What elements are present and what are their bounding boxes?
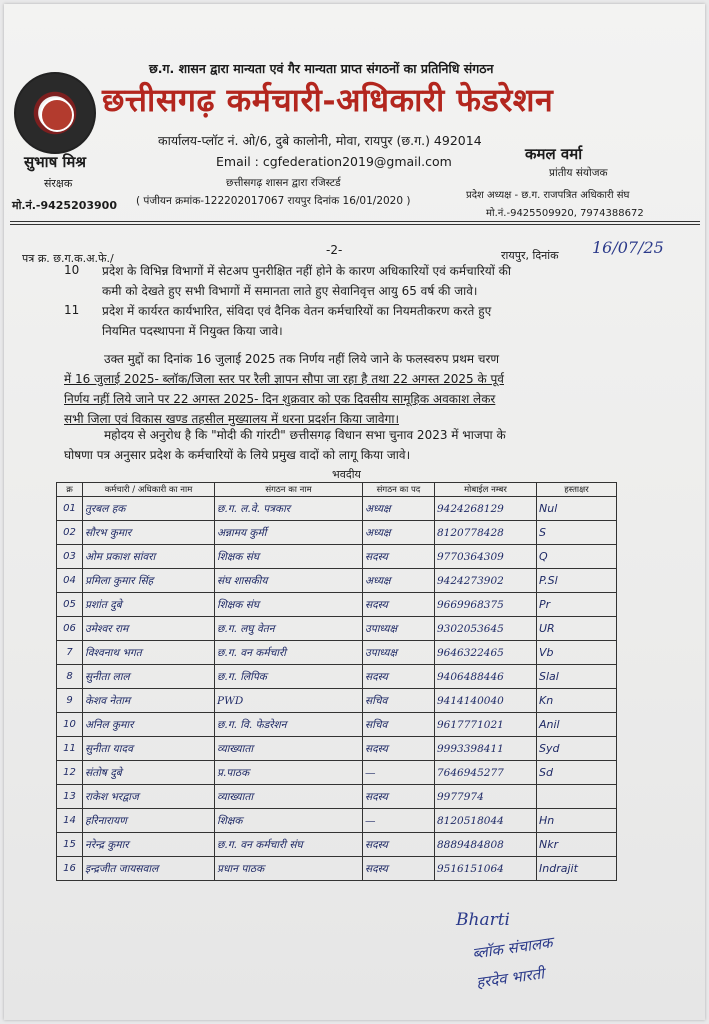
convenor-org: प्रदेश अध्यक्ष - छ.ग. राजपत्रित अधिकारी संघ xyxy=(466,190,630,201)
table-row: 06 उमेश्वर राम छ.ग. लघु वेतन उपाध्यक्ष 9302053645 UR xyxy=(57,617,617,641)
convenor-role: प्रांतीय संयोजक xyxy=(549,167,608,179)
table-row: 16 इन्द्रजीत जायसवाल प्रधान पाठक सदस्य 9516151064 Indrajit xyxy=(57,857,617,881)
table-row: 04 प्रमिला कुमार सिंह संघ शासकीय अध्यक्ष 9424273902 P.Sl xyxy=(57,569,617,593)
closing-yours: भवदीय xyxy=(332,468,361,481)
place-date-label: रायपुर, दिनांक xyxy=(501,249,559,262)
patron-mobile: मो.नं.-9425203900 xyxy=(12,199,117,212)
letterhead-tagline: छ.ग. शासन द्वारा मान्यता एवं गैर मान्यता प्राप्त संगठनों का प्रतिनिधि संगठन xyxy=(149,61,494,76)
col-header-post: संगठन का पद xyxy=(363,483,435,497)
letterhead-address: कार्यालय-प्लॉट नं. ओ/6, दुबे कालोनी, मोवा, रायपुर (छ.ग.) 492014 xyxy=(158,133,482,148)
protest-paragraph: उक्त मुद्दों का दिनांक 16 जुलाई 2025 तक निर्णय नहीं लिये जाने के फलस्वरुप प्रथम चरण में 16 जुलाई 2025- ब्लॉक/जिला स्तर पर रैली ज्ञापन सौपा जा रहा है तथा 22 अगस्त 2025 के पूर्व निर्णय नहीं लिये जाने पर 22 अगस्त 2025- दिन शुक्रवार को एक दिवसीय सामूहिक अवकाश लेकर सभी जिला एवं विकास खण्ड तहसील मुख्यालय में धरना प्रदर्शन किया जावेगा। xyxy=(64,352,504,426)
table-row: 11 सुनीता यादव व्याख्याता सदस्य 9993398411 Syd xyxy=(57,737,617,761)
patron-role: संरक्षक xyxy=(44,177,73,190)
table-row: 10 अनिल कुमार छ.ग. वि. फेडरेशन सचिव 9617771021 Anil xyxy=(57,713,617,737)
closing-signature-title: ब्लॉक संचालक xyxy=(471,933,554,963)
table-row: 15 नरेन्द्र कुमार छ.ग. वन कर्मचारी संघ सदस्य 8889484808 Nkr xyxy=(57,833,617,857)
request-paragraph: महोदय से अनुरोध है कि "मोदी की गांरटी" छत्तीसगढ़ विधान सभा चुनाव 2023 में भाजपा के घोषणा पत्र अनुसार प्रदेश के कर्मचारियों के लिये प्रमुख वादों को लागू किया जावे। xyxy=(64,428,506,462)
table-row: 9 केशव नेताम PWD सचिव 9414140040 Kn xyxy=(57,689,617,713)
table-row: 05 प्रशांत दुबे शिक्षक संघ सदस्य 9669968375 Pr xyxy=(57,593,617,617)
closing-signature-person: हरदेव भारती xyxy=(475,964,546,992)
table-row: 8 सुनीता लाल छ.ग. लिपिक सदस्य 9406488446 Slal xyxy=(57,665,617,689)
item-10-number: 10 xyxy=(64,263,80,277)
table-row: 01 तुरबल हक छ.ग. ल.वे. पत्रकार अध्यक्ष 9424268129 Nul xyxy=(57,497,617,521)
letterhead-registered: छत्तीसगढ़ शासन द्वारा रजिस्टर्ड xyxy=(226,177,341,189)
closing-signature: Bharti xyxy=(456,910,510,930)
letterhead-email: Email : cgfederation2019@gmail.com xyxy=(216,154,452,169)
table-header-row xyxy=(57,483,617,497)
table-row: 03 ओम प्रकाश सांवरा शिक्षक संघ सदस्य 9770364309 Q xyxy=(57,545,617,569)
col-header-signature: हस्ताक्षर xyxy=(537,483,617,497)
table-row: 02 सौरभ कुमार अन्नामय कुर्मी अध्यक्ष 8120778428 S xyxy=(57,521,617,545)
col-header-sno: क्र xyxy=(57,483,83,497)
letterhead-registration: ( पंजीयन क्रमांक-122202017067 रायपुर दिनांक 16/01/2020 ) xyxy=(136,195,411,207)
handwritten-date: 16/07/25 xyxy=(592,238,664,257)
convenor-mobile: मो.नं.-9425509920, 7974388672 xyxy=(486,208,644,219)
table-row: 12 संतोष दुबे प्र.पाठक — 7646945277 Sd xyxy=(57,761,617,785)
header-divider-2 xyxy=(10,224,700,225)
col-header-mobile: मोबाईल नम्बर xyxy=(435,483,537,497)
item-11-number: 11 xyxy=(64,303,80,317)
letterhead-title: छत्तीसगढ़ कर्मचारी-अधिकारी फेडरेशन xyxy=(102,81,554,119)
item-11-text: प्रदेश में कार्यरत कार्यभारित, संविदा एवं दैनिक वेतन कर्मचारियों का नियमतीकरण करते हुए नियमित पदस्थापना में नियुक्त किया जावे। xyxy=(102,304,492,338)
col-header-org: संगठन का नाम xyxy=(215,483,363,497)
signatory-table xyxy=(56,482,617,881)
page-number: -2- xyxy=(326,243,343,257)
federation-logo xyxy=(14,72,96,154)
letter-page xyxy=(4,4,705,1020)
item-10-text: प्रदेश के विभिन्न विभागों में सेटअप पुनरीक्षित नहीं होने के कारण अधिकारियों एवं कर्मचारियों की कमी को देखते हुए सभी विभागों में समानता लाते हुए सेवानिवृत्त आयु 65 वर्ष की जावे। xyxy=(102,264,512,298)
letter-reference: पत्र क्र. छ.ग.क.अ.फे./ xyxy=(22,252,114,265)
convenor-name: कमल वर्मा xyxy=(525,145,583,163)
table-row: 7 विश्वनाथ भगत छ.ग. वन कर्मचारी उपाध्यक्ष 9646322465 Vb xyxy=(57,641,617,665)
table-row: 14 हरिनारायण शिक्षक — 8120518044 Hn xyxy=(57,809,617,833)
patron-name: सुभाष मिश्र xyxy=(24,153,86,171)
header-divider xyxy=(10,221,700,222)
col-header-name: कर्मचारी / अधिकारी का नाम xyxy=(83,483,215,497)
table-row: 13 राकेश भरद्वाज व्याख्याता सदस्य 9977974 xyxy=(57,785,617,809)
